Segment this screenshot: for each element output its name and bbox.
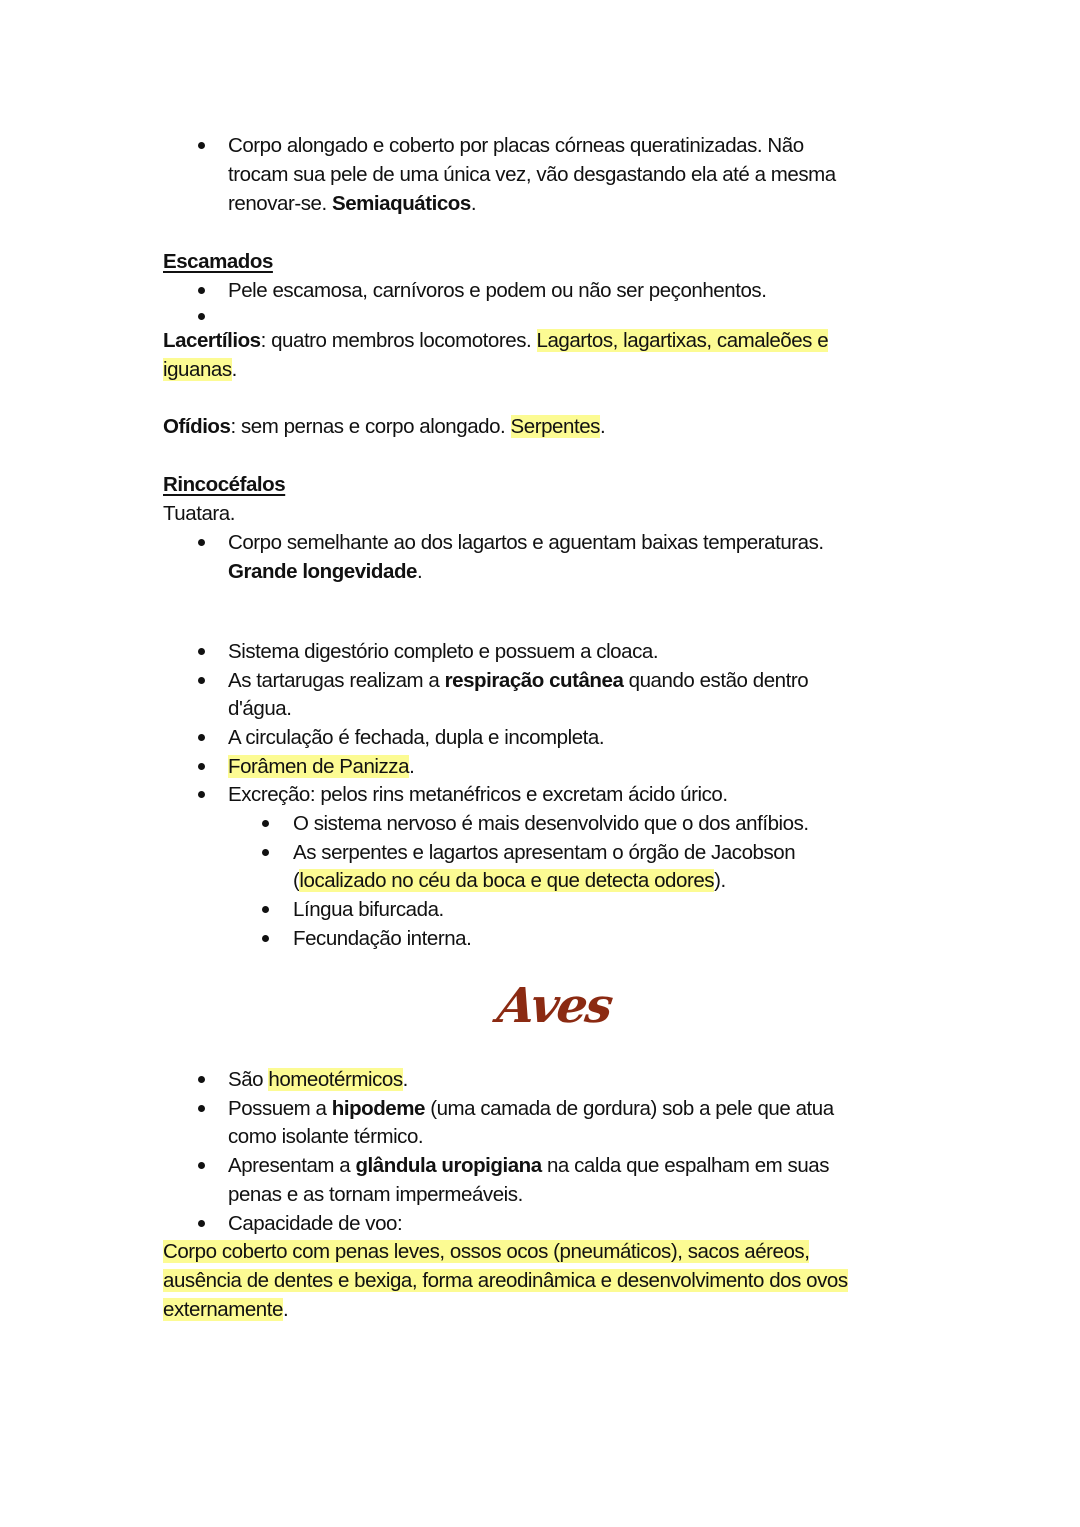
sub-bullet-2: As serpentes e lagartos apresentam o órgão de Jacobson — [293, 841, 796, 864]
bullet-icon — [198, 1105, 205, 1112]
text: : sem pernas e corpo alongado. — [230, 415, 511, 438]
bold-term: Lacertílios — [163, 329, 261, 352]
sub-bullet-2-line-2 — [293, 866, 726, 895]
bullet-icon — [198, 677, 205, 684]
bold-term: glândula uropigiana — [355, 1154, 542, 1177]
aves-bullet-3-line-2: penas e as tornam impermeáveis. — [228, 1183, 523, 1206]
text: ). — [714, 869, 726, 892]
bullet-icon — [198, 1076, 205, 1083]
highlighted-text: iguanas — [163, 358, 232, 381]
bullet-icon — [198, 791, 205, 798]
highlighted-text: Corpo coberto com penas leves, ossos ocos (pneumáticos), sacos aéreos, — [163, 1240, 810, 1263]
highlighted-text: localizado no céu da boca e que detecta odores — [299, 869, 715, 892]
flight-line-3 — [163, 1295, 288, 1324]
aves-bullet-2 — [228, 1094, 834, 1123]
lacertilios-line-2 — [163, 355, 237, 384]
bullet-icon — [198, 142, 205, 149]
aves-bullet-3 — [228, 1151, 829, 1180]
general-bullet-4 — [228, 752, 414, 781]
flight-line-2 — [163, 1266, 848, 1295]
aves-bullet-1 — [228, 1065, 408, 1094]
rincocefalos-bullet-line-2 — [228, 557, 422, 586]
highlighted-text: Forâmen de Panizza — [228, 755, 410, 778]
text: . — [282, 1298, 289, 1321]
general-bullet-1: Sistema digestório completo e possuem a cloaca. — [228, 640, 659, 663]
text: . — [402, 1068, 408, 1091]
section-heading-rincocefalos: Rincocéfalos — [163, 473, 286, 496]
text: : quatro membros locomotores. — [260, 329, 537, 352]
highlighted-text: homeotérmicos — [268, 1068, 403, 1091]
bold-term: respiração cutânea — [444, 669, 624, 692]
highlighted-text: externamente — [163, 1298, 283, 1321]
highlighted-text: Serpentes — [510, 415, 600, 438]
bold-term: Semiaquáticos — [331, 192, 471, 215]
flight-line-1 — [163, 1237, 809, 1266]
text: . — [409, 755, 415, 778]
text: Apresentam a — [228, 1154, 356, 1177]
bullet-icon — [198, 1220, 205, 1227]
text: quando estão dentro — [623, 669, 809, 692]
bold-term: hipodeme — [331, 1097, 425, 1120]
general-bullet-5: Excreção: pelos rins metanéfricos e excretam ácido úrico. — [228, 783, 728, 806]
text: Possuem a — [228, 1097, 332, 1120]
bullet-icon — [198, 648, 205, 655]
text: ( — [293, 869, 300, 892]
general-bullet-2 — [228, 666, 808, 695]
bullet-icon — [198, 539, 205, 546]
text: na calda que espalham em suas — [541, 1154, 830, 1177]
highlighted-text: Lagartos, lagartixas, camaleões e — [536, 329, 829, 352]
rincocefalos-subtitle: Tuatara. — [163, 502, 235, 525]
intro-line-1: Corpo alongado e coberto por placas córneas queratinizadas. Não — [228, 134, 804, 157]
bullet-icon — [198, 1162, 205, 1169]
escamados-bullet-1: Pele escamosa, carnívoros e podem ou não ser peçonhentos. — [228, 279, 767, 302]
text: . — [231, 358, 237, 381]
text: . — [416, 560, 423, 583]
text: . — [599, 415, 606, 438]
aves-bullet-4: Capacidade de voo: — [228, 1212, 403, 1235]
sub-bullet-1: O sistema nervoso é mais desenvolvido que o dos anfíbios. — [293, 812, 809, 835]
general-bullet-2-line-2: d'água. — [228, 697, 292, 720]
bullet-icon — [198, 313, 205, 320]
text: renovar-se. — [228, 192, 332, 215]
intro-line-2: trocam sua pele de uma única vez, vão desgastando ela até a mesma — [228, 163, 836, 186]
section-title-aves: Aves — [494, 978, 615, 1034]
bullet-icon — [262, 935, 269, 942]
bullet-icon — [198, 287, 205, 294]
intro-line-3 — [228, 189, 476, 218]
general-bullet-3: A circulação é fechada, dupla e incompleta. — [228, 726, 605, 749]
lacertilios-line-1 — [163, 326, 828, 355]
text: (uma camada de gordura) sob a pele que atua — [424, 1097, 834, 1120]
bullet-icon — [262, 906, 269, 913]
bullet-icon — [198, 763, 205, 770]
sub-bullet-3: Língua bifurcada. — [293, 898, 444, 921]
text: São — [228, 1068, 269, 1091]
text: As tartarugas realizam a — [228, 669, 445, 692]
rincocefalos-bullet-line-1: Corpo semelhante ao dos lagartos e aguentam baixas temperaturas. — [228, 531, 824, 554]
text: . — [470, 192, 477, 215]
bullet-icon — [262, 849, 269, 856]
aves-bullet-2-line-2: como isolante térmico. — [228, 1125, 424, 1148]
sub-bullet-4: Fecundação interna. — [293, 927, 472, 950]
bold-term: Grande longevidade — [228, 560, 417, 583]
section-heading-escamados: Escamados — [163, 250, 273, 273]
bullet-icon — [198, 734, 205, 741]
highlighted-text: ausência de dentes e bexiga, forma areodinâmica e desenvolvimento dos ovos — [163, 1269, 848, 1292]
bullet-icon — [262, 820, 269, 827]
ofidios-line — [163, 412, 605, 441]
bold-term: Ofídios — [163, 415, 231, 438]
